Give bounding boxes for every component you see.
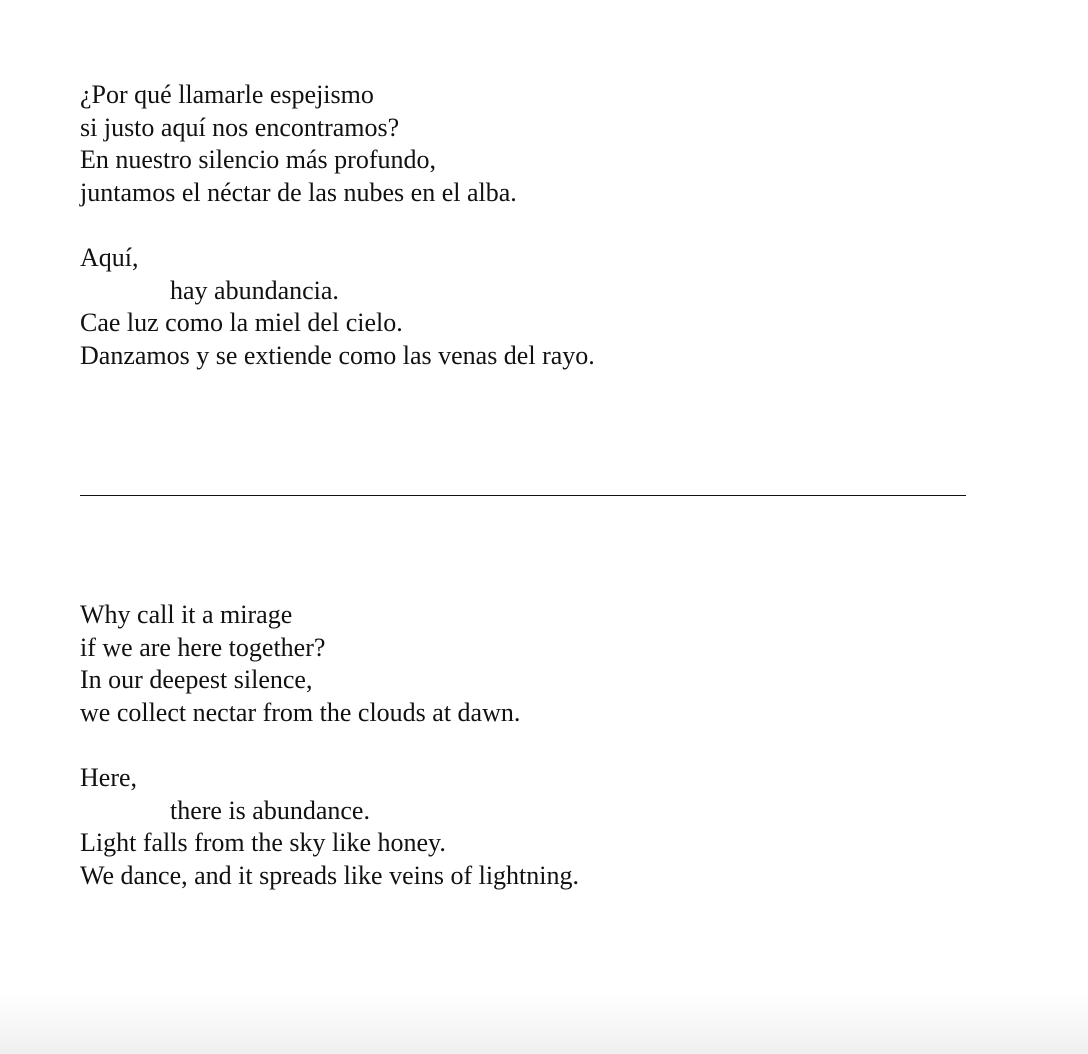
poem-line: Light falls from the sky like honey.	[80, 828, 446, 858]
poem-line: ¿Por qué llamarle espejismo	[80, 80, 374, 109]
english-stanza-2	[80, 762, 980, 892]
poem-line: Aquí,	[80, 243, 139, 272]
poem-line: In our deepest silence,	[80, 665, 313, 695]
spanish-stanza-1	[80, 79, 980, 209]
poem-line: if we are here together?	[80, 632, 326, 662]
english-stanza-1	[80, 599, 980, 729]
section-divider	[80, 495, 966, 496]
poem-line: Here,	[80, 763, 138, 792]
poem-line: Why call it a mirage	[80, 600, 293, 629]
poem-line: Danzamos y se extiende como las venas del rayo.	[80, 340, 595, 370]
poem-line: Cae luz como la miel del cielo.	[80, 308, 403, 338]
poem-line-indented: hay abundancia.	[170, 275, 339, 305]
poem-line: We dance, and it spreads like veins of lightning.	[80, 860, 580, 890]
spanish-stanza-2	[80, 242, 980, 372]
page-bottom-shadow	[0, 994, 1088, 1054]
poem-line: En nuestro silencio más profundo,	[80, 145, 436, 175]
poem-line: we collect nectar from the clouds at dawn.	[80, 697, 521, 727]
poem-line: juntamos el néctar de las nubes en el alba.	[80, 177, 517, 207]
poem-line: si justo aquí nos encontramos?	[80, 112, 400, 142]
poem-line-indented: there is abundance.	[170, 795, 370, 825]
